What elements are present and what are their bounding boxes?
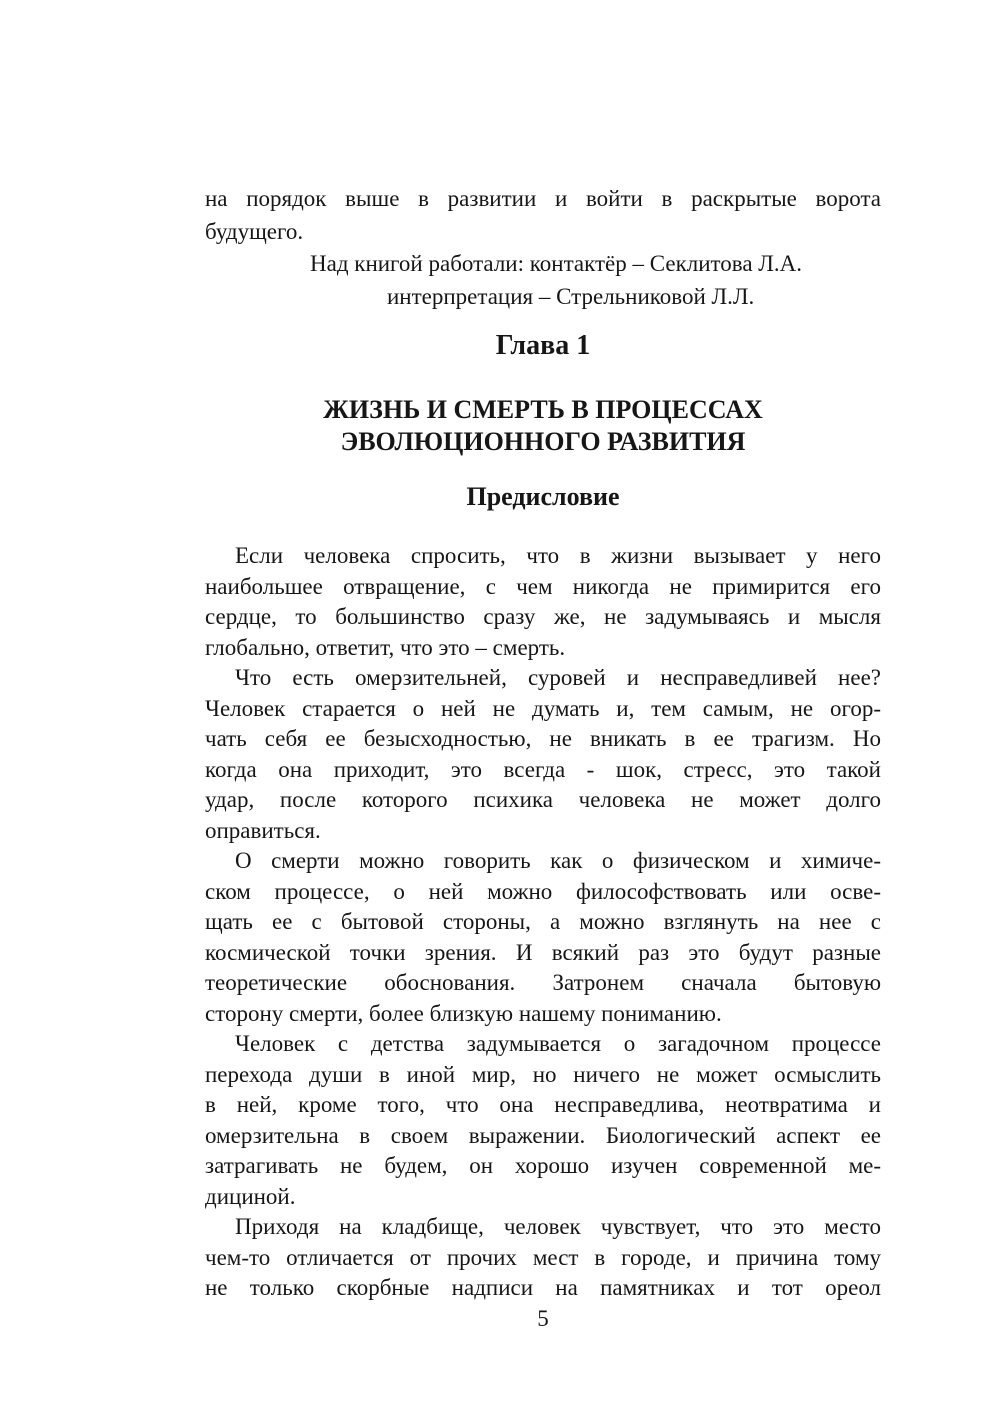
body-text <box>205 541 881 1304</box>
opening-paragraph-line: на порядок выше в развитии и войти в раскрытые ворота <box>205 186 881 211</box>
credits-line-interpreter: интерпретация – Стрельниковой Л.Л. <box>387 283 755 309</box>
paragraph-line: оправиться. <box>205 817 321 843</box>
chapter-title-line: ЖИЗНЬ И СМЕРТЬ В ПРОЦЕССАХ <box>323 395 763 424</box>
chapter-title-line: ЭВОЛЮЦИОННОГО РАЗВИТИЯ <box>340 427 746 456</box>
paragraph-line: Что есть омерзительней, суровей и несправедливей нее? <box>235 665 881 690</box>
paragraph-line: затрагивать не будем, он хорошо изучен современной ме- <box>205 1153 881 1178</box>
paragraph-line: Приходя на кладбище, человек чувствует, что это место <box>235 1214 881 1239</box>
chapter-title <box>205 394 881 458</box>
page-number: 5 <box>537 1306 549 1331</box>
paragraph-line: ском процессе, о ней можно философствовать или осве- <box>205 878 881 904</box>
paragraph-line: космической точки зрения. И всякий раз это будут разные <box>205 939 881 965</box>
paragraph-line: в ней, кроме того, что она несправедлива, неотвратима и <box>205 1092 881 1117</box>
paragraph-line: сторону смерти, более близкую нашему пониманию. <box>205 1000 722 1026</box>
paragraph-line: чать себя ее безысходностью, не вникать в ее трагизм. Но <box>205 726 881 751</box>
paragraph-line: щать ее с бытовой стороны, а можно взглянуть на нее с <box>205 909 881 934</box>
paragraph-line: дициной. <box>205 1183 296 1209</box>
paragraph-line: Если человека спросить, что в жизни вызывает у него <box>235 543 881 568</box>
paragraph-line: сердце, то большинство сразу же, не задумываясь и мысля <box>205 604 881 629</box>
opening-paragraph-line: будущего. <box>205 218 304 244</box>
paragraph-line: наибольшее отвращение, с чем никогда не примирится его <box>205 573 881 599</box>
page-content <box>205 183 881 1304</box>
chapter-heading: Глава 1 <box>495 330 591 361</box>
paragraph-line: Человек старается о ней не думать и, тем самым, не огор- <box>205 695 881 721</box>
paragraph-line: теоретические обоснования. Затронем сначала бытовую <box>205 970 881 995</box>
paragraph-line: не только скорбные надписи на памятниках и тот ореол <box>205 1275 881 1300</box>
paragraph-line: Человек с детства задумывается о загадочном процессе <box>235 1031 881 1056</box>
section-heading: Предисловие <box>466 482 620 511</box>
paragraph-line: чем-то отличается от прочих мест в городе, и причина тому <box>205 1244 881 1270</box>
paragraph-line: глобально, ответит, что это – смерть. <box>205 634 566 660</box>
paragraph-line: перехода души в иной мир, но ничего не может осмыслить <box>205 1061 881 1087</box>
paragraph-line: когда она приходит, это всегда - шок, стресс, это такой <box>205 756 881 782</box>
paragraph-line: О смерти можно говорить как о физическом и химиче- <box>235 848 881 873</box>
paragraph-line: удар, после которого психика человека не может долго <box>205 787 881 812</box>
paragraph-line: омерзительна в своем выражении. Биологический аспект ее <box>205 1122 881 1148</box>
credits-line-contactee: Над книгой работали: контактёр – Секлитова Л.А. <box>310 251 803 276</box>
